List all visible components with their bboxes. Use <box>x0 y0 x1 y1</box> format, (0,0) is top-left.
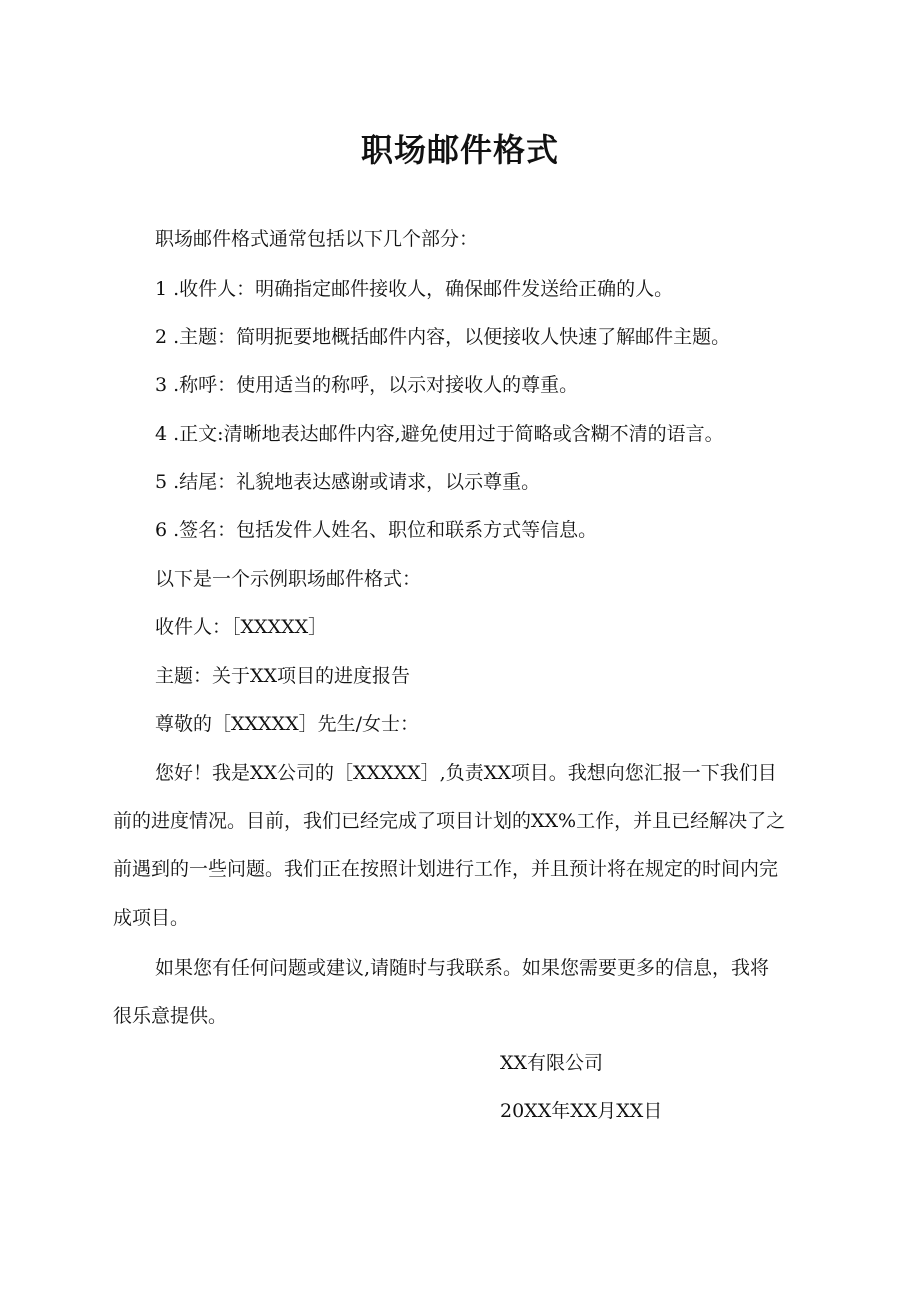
body-paragraph-line: 成项目。 <box>113 907 190 929</box>
email-subject: 主题：关于XX项目的进度报告 <box>155 665 411 687</box>
body-paragraph-line: 前遇到的一些问题。我们正在按照计划进行工作，并且预计将在规定的时间内完 <box>113 858 779 880</box>
list-item: 4 .正文:清晰地表达邮件内容,避免使用过于简略或含糊不清的语言。 <box>155 423 724 445</box>
email-recipient: 收件人：［XXXXX］ <box>155 616 328 638</box>
body-paragraph-line: 前的进度情况。目前，我们已经完成了项目计划的XX%工作，并且已经解决了之 <box>113 810 786 832</box>
signature-date: 20XX年XX月XX日 <box>500 1100 663 1122</box>
body-paragraph-line: 很乐意提供。 <box>113 1005 228 1027</box>
intro-text: 职场邮件格式通常包括以下几个部分： <box>155 228 479 250</box>
example-intro: 以下是一个示例职场邮件格式： <box>155 568 422 590</box>
body-paragraph-line: 您好！我是XX公司的［XXXXX］,负责XX项目。我想向您汇报一下我们目 <box>155 762 777 784</box>
document-title: 职场邮件格式 <box>360 131 559 169</box>
body-paragraph-line: 如果您有任何问题或建议,请随时与我联系。如果您需要更多的信息，我将 <box>155 957 770 979</box>
email-salutation: 尊敬的［XXXXX］先生/女士： <box>155 713 420 735</box>
list-item: 2 .主题：简明扼要地概括邮件内容，以便接收人快速了解邮件主题。 <box>155 326 731 348</box>
list-item: 5 .结尾：礼貌地表达感谢或请求，以示尊重。 <box>155 471 541 493</box>
list-item: 3 .称呼：使用适当的称呼，以示对接收人的尊重。 <box>155 374 579 396</box>
list-item: 1 .收件人：明确指定邮件接收人，确保邮件发送给正确的人。 <box>155 278 674 300</box>
list-item: 6 .签名：包括发件人姓名、职位和联系方式等信息。 <box>155 519 598 541</box>
signature-company: XX有限公司 <box>500 1052 604 1074</box>
